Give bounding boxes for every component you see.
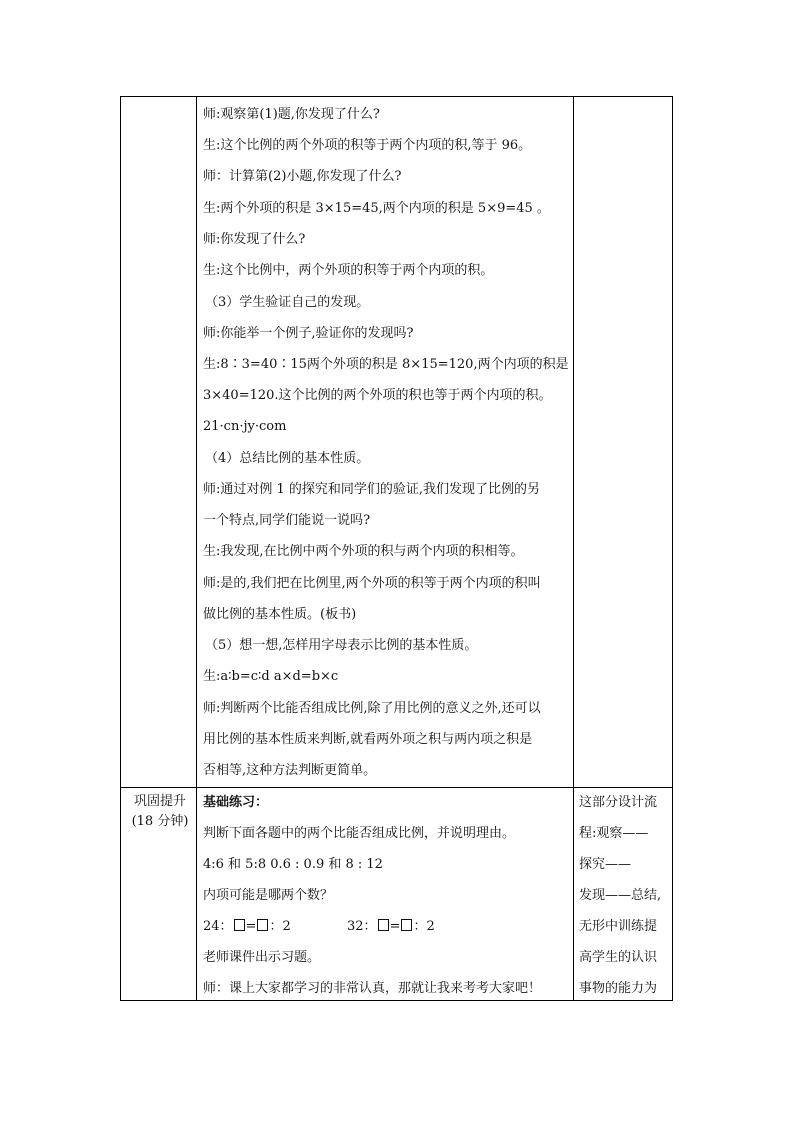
exercise-line: 师：课上大家都学习的非常认真，那就让我来考考大家吧！ bbox=[203, 981, 542, 996]
lesson-line: 师:你发现了什么? bbox=[203, 232, 306, 247]
exercise-a-mid: = bbox=[245, 919, 257, 934]
blank-box bbox=[378, 919, 389, 931]
section-duration: (18 分钟) bbox=[131, 814, 189, 829]
lesson-line: 师:是的,我们把在比例里,两个外项的积等于两个内项的积叫 bbox=[203, 576, 541, 591]
blank-exercise-row bbox=[203, 919, 435, 935]
lesson-line: （4）总结比例的基本性质。 bbox=[205, 451, 370, 466]
lesson-line: 21·cn·jy·com bbox=[203, 419, 287, 434]
lesson-line: 师:你能举一个例子,验证你的发现吗? bbox=[203, 326, 414, 341]
lesson-line: 否相等,这种方法判断更简单。 bbox=[203, 763, 377, 778]
design-note-line: 发现——总结, bbox=[579, 888, 662, 903]
lesson-line: 生:两个外项的积是 3×15=45,两个内项的积是 5×9=45 。 bbox=[203, 201, 550, 216]
lesson-table bbox=[120, 96, 673, 1001]
row-divider bbox=[121, 787, 672, 788]
design-note-line: 探究—— bbox=[579, 857, 632, 872]
lesson-line: 生:8∶3=40∶15两个外项的积是 8×15=120,两个内项的积是 bbox=[203, 357, 569, 372]
column-divider-1 bbox=[196, 97, 197, 1000]
lesson-line: 师：计算第(2)小题,你发现了什么? bbox=[203, 169, 402, 184]
lesson-line: 师:判断两个比能否组成比例,除了用比例的意义之外,还可以 bbox=[203, 701, 541, 716]
section-label: 巩固提升 bbox=[133, 794, 186, 809]
lesson-line: 师:观察第(1)题,你发现了什么? bbox=[203, 107, 380, 122]
lesson-line: （5）想一想,怎样用字母表示比例的基本性质。 bbox=[205, 638, 478, 653]
lesson-line: 生:这个比例中，两个外项的积等于两个内项的积。 bbox=[203, 263, 494, 278]
lesson-line: 3×40=120.这个比例的两个外项的积也等于两个内项的积。 bbox=[203, 388, 552, 403]
lesson-line: 生:这个比例的两个外项的积等于两个内项的积,等于 96。 bbox=[203, 138, 532, 153]
blank-box bbox=[257, 919, 268, 931]
lesson-line: 生:我发现,在比例中两个外项的积与两个内项的积相等。 bbox=[203, 544, 524, 559]
column-divider-2 bbox=[573, 97, 574, 1000]
blank-box bbox=[401, 919, 412, 931]
design-note-line: 无形中训练提 bbox=[579, 919, 658, 934]
design-note-line: 程:观察—— bbox=[579, 826, 649, 841]
exercise-a-suffix: ：2 bbox=[269, 919, 291, 934]
lesson-line: 用比例的基本性质来判断,就看两外项之积与两内项之积是 bbox=[203, 732, 533, 747]
exercise-line: 老师课件出示习题。 bbox=[203, 950, 321, 965]
exercise-line: 4:6 和 5:8 0.6 : 0.9 和 8 : 12 bbox=[203, 857, 383, 872]
exercise-b-suffix: ：2 bbox=[413, 919, 435, 934]
design-note-line: 高学生的认识 bbox=[579, 950, 658, 965]
exercise-heading: 基础练习： bbox=[203, 795, 269, 810]
exercise-b-prefix: 32： bbox=[347, 919, 377, 934]
design-note-line: 这部分设计流 bbox=[579, 795, 658, 810]
lesson-line: （3）学生验证自己的发现。 bbox=[205, 295, 370, 310]
blank-box bbox=[234, 919, 245, 931]
exercise-a-prefix: 24： bbox=[203, 919, 233, 934]
lesson-line: 做比例的基本性质。(板书) bbox=[203, 607, 357, 622]
lesson-line: 生:a∶b=c∶d a×d=b×c bbox=[203, 669, 339, 684]
exercise-b-mid: = bbox=[389, 919, 401, 934]
exercise-line: 判断下面各题中的两个比能否组成比例，并说明理由。 bbox=[203, 826, 516, 841]
exercise-line: 内项可能是哪两个数？ bbox=[203, 888, 334, 903]
lesson-line: 师:通过对例 1 的探究和同学们的验证,我们发现了比例的另 bbox=[203, 482, 541, 497]
lesson-line: 一个特点,同学们能说一说吗? bbox=[203, 513, 371, 528]
design-note-line: 事物的能力为 bbox=[579, 981, 658, 996]
